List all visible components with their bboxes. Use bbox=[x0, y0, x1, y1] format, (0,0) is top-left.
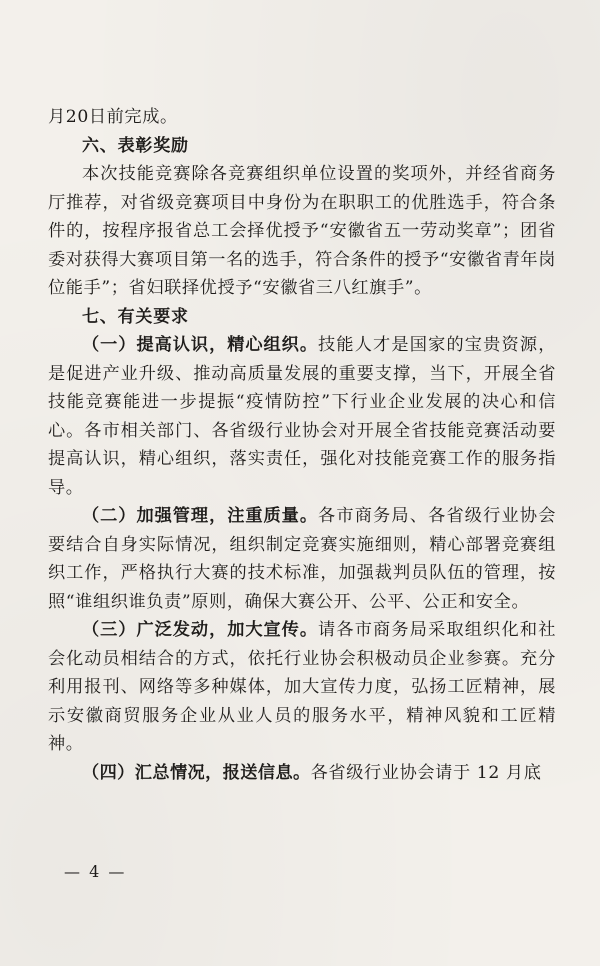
requirement-item-1 bbox=[48, 331, 556, 502]
requirement-item-3-body: 请各市商务局采取组织化和社会化动员相结合的方式，依托行业协会积极动员企业参赛。充分利用报刊、网络等多种媒体，加大宣传力度，弘扬工匠精神，展示安徽商贸服务企业从业人员的服务水平，精神风貌和工匠精神。 bbox=[48, 620, 556, 754]
requirement-item-1-body: 技能人才是国家的宝贵资源，是促进产业升级、推动高质量发展的重要支撑，当下，开展全省技能竞赛能进一步提振“疫情防控”下行业企业发展的决心和信心。各市相关部门、各省级行业协会对开展全省技能竞赛活动要提高认识，精心组织，落实责任，强化对技能竞赛工作的服务指导。 bbox=[48, 335, 556, 498]
requirement-item-4-lead: （四）汇总情况，报送信息。 bbox=[82, 762, 311, 783]
requirement-item-1-lead: （一）提高认识，精心组织。 bbox=[82, 335, 318, 355]
requirement-item-2-body: 各市商务局、各省级行业协会要结合自身实际情况，组织制定竞赛实施细则，精心部署竞赛组织工作，严格执行大赛的技术标准，加强裁判员队伍的管理，按照“谁组织谁负责”原则，确保大赛公开、公平、公正和安全。 bbox=[48, 506, 556, 612]
section-heading-6: 六、表彰奖励 bbox=[82, 135, 189, 156]
requirement-item-3-lead: （三）广泛发动，加大宣传。 bbox=[82, 620, 318, 640]
document-body bbox=[48, 103, 556, 787]
requirement-item-4-body: 各省级行业协会请于 12 月底 bbox=[310, 762, 542, 783]
section-heading-7: 七、有关要求 bbox=[82, 306, 189, 327]
requirement-item-3 bbox=[48, 616, 556, 759]
requirement-item-4 bbox=[48, 759, 556, 788]
page-number: — 4 — bbox=[64, 862, 127, 881]
section-6-paragraph: 本次技能竞赛除各竞赛组织单位设置的奖项外，并经省商务厅推荐，对省级竞赛项目中身份为在职职工的优胜选手，符合条件的，按程序报省总工会择优授予“安徽省五一劳动奖章”；团省委对获得大赛项目第一名的选手，符合条件的授予“安徽省青年岗位能手”；省妇联择优授予“安徽省三八红旗手”。 bbox=[48, 164, 556, 298]
requirement-item-2 bbox=[48, 502, 556, 616]
continuation-line: 月20日前完成。 bbox=[48, 107, 178, 127]
requirement-item-2-lead: （二）加强管理，注重质量。 bbox=[82, 506, 318, 526]
